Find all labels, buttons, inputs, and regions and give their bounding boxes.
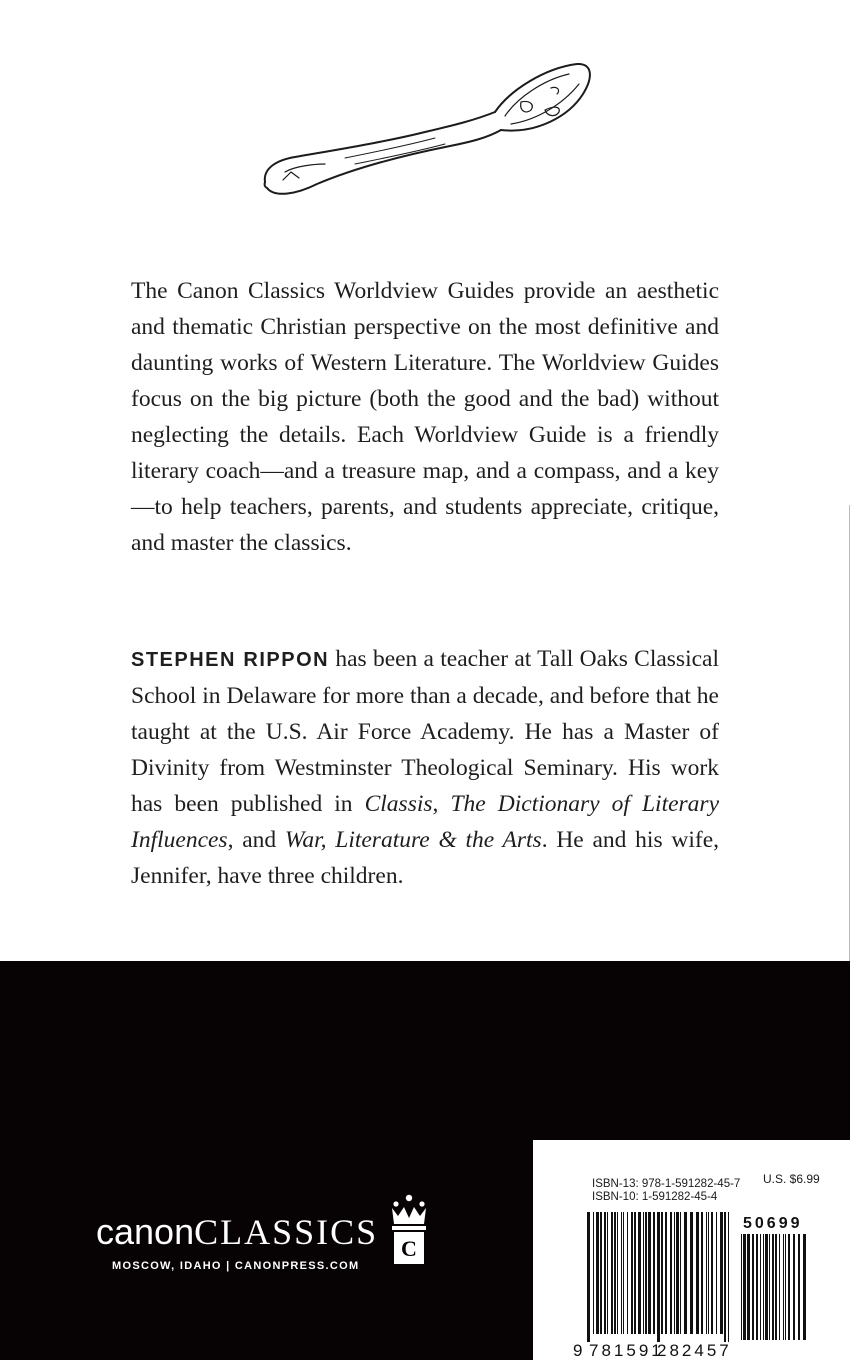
barcode-bar (724, 1212, 726, 1342)
barcode-bar (690, 1212, 693, 1334)
barcode-bar (711, 1212, 713, 1334)
publication-title: Classis (364, 791, 433, 817)
barcode-bar (741, 1234, 742, 1340)
barcode-bar (593, 1212, 594, 1334)
barcode-bar (706, 1212, 707, 1334)
barcode-bar (743, 1234, 746, 1340)
barcode-bar (627, 1212, 628, 1334)
barcode-bar (760, 1234, 761, 1340)
barcode-bar (788, 1234, 790, 1340)
ean-lead-digit: 9 (573, 1341, 583, 1358)
barcode-bar (617, 1212, 618, 1334)
barcode-bar (648, 1212, 651, 1334)
barcode-bar (661, 1212, 663, 1334)
barcode-bar (680, 1212, 681, 1334)
barcode-bar (775, 1234, 777, 1340)
barcode-bar (803, 1234, 806, 1340)
isbn-13: ISBN-13: 978-1-591282-45-7 (592, 1178, 741, 1190)
price-code: 50699 (743, 1215, 803, 1232)
publisher-tagline: MOSCOW, IDAHO | CANONPRESS.COM (112, 1260, 360, 1272)
barcode-bar (638, 1212, 641, 1334)
barcode-bar (752, 1234, 754, 1340)
barcode-bar (684, 1212, 687, 1334)
bio-separator: , and (227, 827, 285, 853)
barcode-bar (793, 1234, 795, 1340)
barcode-bar (696, 1212, 699, 1334)
barcode-bar (785, 1234, 786, 1340)
barcode-bar (634, 1212, 636, 1334)
publication-title: The Dictionary of Literary Influences (131, 791, 720, 853)
crown-emblem-icon (388, 1194, 430, 1266)
author-name: STEPHEN RIPPON (131, 649, 330, 671)
barcode-bar (720, 1212, 723, 1334)
barcode-panel (533, 1140, 850, 1360)
emblem-letter: C (401, 1236, 418, 1261)
barcode-bar (674, 1212, 675, 1334)
isbn-block (592, 1178, 740, 1204)
barcode-bar (701, 1212, 703, 1334)
barcode-bar (596, 1212, 599, 1334)
barcode-bar (600, 1212, 602, 1334)
barcode-bar (765, 1234, 768, 1340)
publisher-wordmark: canonCLASSICS (96, 1211, 379, 1252)
barcode-bar (728, 1212, 729, 1342)
bio-separator: , (432, 791, 451, 817)
barcode-bar (747, 1234, 750, 1340)
price: U.S. $6.99 (763, 1172, 820, 1186)
bio-text: . He and his wife, Jennifer, have three children. (131, 827, 719, 889)
series-description: The Canon Classics Worldview Guides provide an aesthetic and thematic Christian perspective on the most definitive and daunting works of Western Literature. The Worldview Guides focus on the big picture (both the good and the bad) without neglecting the details. Each Worldview Guide is a friendly literary coach—and a treasure map, and a compass, and a key—to help teachers, parents, and students appreciate, critique, and master the classics. (131, 278, 719, 556)
spoon-illustration (255, 60, 595, 205)
ean-group-2: 282457 (657, 1341, 732, 1358)
barcode-bar (614, 1212, 616, 1334)
barcode-bar (772, 1234, 774, 1340)
barcode-bar (798, 1234, 800, 1340)
barcode-bar (623, 1212, 624, 1334)
barcode-bar (643, 1212, 644, 1334)
publication-title: War, Literature & the Arts (284, 827, 542, 853)
ean-group-1: 781591 (589, 1341, 664, 1358)
barcode-bar (645, 1212, 647, 1334)
isbn-10: ISBN-10: 1-591282-45-4 (592, 1191, 718, 1203)
barcode-bar (708, 1212, 709, 1334)
barcode-bar (670, 1212, 672, 1334)
bio-text: has been a teacher at Tall Oaks Classical School in Delaware for more than a decade, and before that he taught at the U.S. Air Force Academy. He has a Master of Divinity from Westminster Theological Seminary. His work has been published in (131, 646, 719, 817)
barcode-bar (657, 1212, 660, 1342)
barcode-bar (587, 1212, 590, 1342)
barcode-bar (604, 1212, 606, 1334)
author-bio (131, 641, 719, 894)
barcode-bar (769, 1234, 770, 1340)
barcode-bar (676, 1212, 679, 1334)
barcode-bar (756, 1234, 758, 1340)
barcode-bar (621, 1212, 622, 1334)
barcode-bar (607, 1212, 608, 1334)
barcode-bar (631, 1212, 633, 1334)
barcode-bar (783, 1234, 784, 1340)
barcode-bar (665, 1212, 667, 1334)
barcode-bar (779, 1234, 780, 1340)
publisher-logo (96, 1212, 430, 1272)
barcode-bar (763, 1234, 764, 1340)
barcode-bar (716, 1212, 717, 1334)
barcode (573, 1208, 843, 1358)
barcode-bar (653, 1212, 655, 1334)
barcode-bar (611, 1212, 613, 1334)
